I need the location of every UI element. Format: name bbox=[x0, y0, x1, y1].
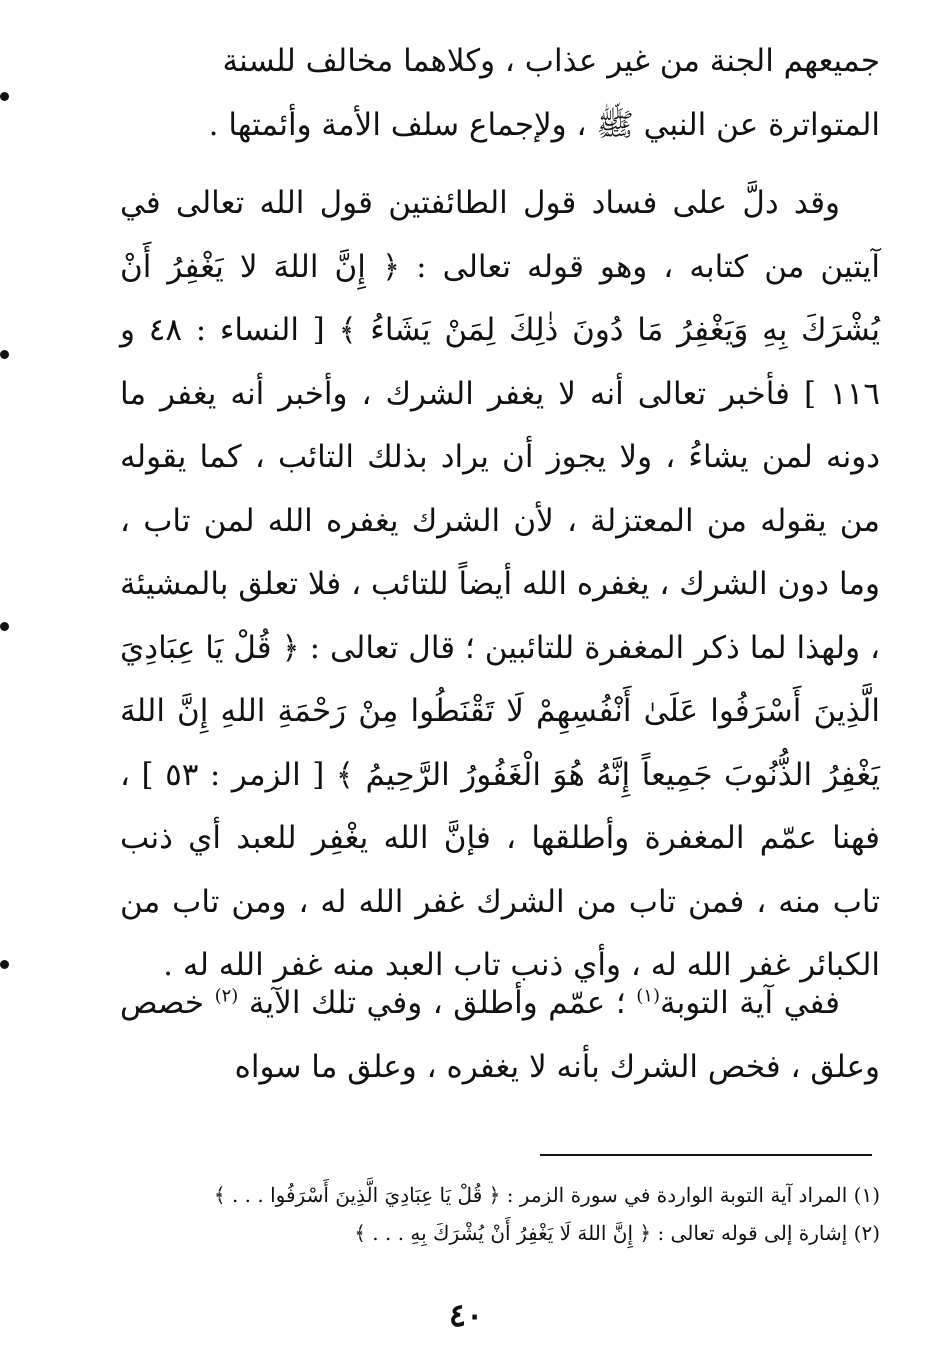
closing-paragraph bbox=[120, 972, 880, 1099]
footnote-ref-2: (٢) bbox=[214, 985, 239, 1007]
page-number: ٤٠ bbox=[448, 1296, 484, 1334]
intro-line-2: المتواترة عن النبي ﷺ ، ولإجماع سلف الأمة وأئمتها . bbox=[208, 106, 880, 143]
footnote-ref-1: (١) bbox=[636, 985, 660, 1007]
intro-block bbox=[120, 30, 880, 157]
footnote-divider bbox=[540, 1154, 872, 1156]
footnote-1: (١) المراد آية التوبة الواردة في سورة الزمر : ﴿ قُلْ يَا عِبَادِيَ الَّذِينَ أَسْرَفُوا . . . ﴾ bbox=[213, 1183, 880, 1207]
margin-mark bbox=[0, 92, 9, 101]
margin-mark bbox=[0, 350, 9, 359]
closing-paragraph-start: ففي آية التوبة bbox=[660, 985, 840, 1021]
closing-paragraph-end: خصص وعلق ، فخص الشرك بأنه لا يغفره ، وعلق ما سواه bbox=[120, 985, 880, 1085]
margin-mark bbox=[0, 960, 9, 969]
closing-paragraph-middle: ؛ عمّم وأطلق ، وفي تلك الآية bbox=[238, 985, 637, 1021]
main-paragraph-block bbox=[120, 172, 880, 998]
margin-mark bbox=[0, 622, 9, 631]
closing-paragraph-block bbox=[120, 972, 880, 1099]
main-paragraph: وقد دلَّ على فساد قول الطائفتين قول الله تعالى في آيتين من كتابه ، وهو قوله تعالى : ﴿ إِنَّ اللهَ لا يَغْفِرُ أَنْ يُشْرَكَ بِهِ وَيَغْفِرُ مَا دُونَ ذٰلِكَ لِمَنْ يَشَاءُ ﴾ [ النساء : ٤٨ و ١١٦ ] فأخبر تعالى أنه لا يغفر الشرك ، وأخبر أنه يغفر ما دونه لمن يشاءُ ، ولا يجوز أن يراد بذلك التائب ، كما يقوله من يقوله من المعتزلة ، لأن الشرك يغفره الله لمن تاب ، وما دون الشرك ، يغفره الله أيضاً للتائب ، فلا تعلق بالمشيئة ، ولهذا لما ذكر المغفرة للتائبين ؛ قال تعالى : ﴿ قُلْ يَا عِبَادِيَ الَّذِينَ أَسْرَفُوا عَلَىٰ أَنْفُسِهِمْ لَا تَقْنَطُوا مِنْ رَحْمَةِ اللهِ إِنَّ اللهَ يَغْفِرُ الذُّنُوبَ جَمِيعاً إِنَّهُ هُوَ الْغَفُورُ الرَّحِيمُ ﴾ [ الزمر : ٥٣ ] ، فهنا عمّم المغفرة وأطلقها ، فإنَّ الله يغْفِر للعبد أي ذنب تاب منه ، فمن تاب من الشرك غفر الله له ، ومن تاب من الكبائر غفر الله له ، وأي ذنب تاب العبد منه غفر الله له . bbox=[120, 185, 880, 983]
footnote-2: (٢) إشارة إلى قوله تعالى : ﴿ إِنَّ اللهَ لَا يَغْفِرُ أَنْ يُشْرَكَ بِهِ . . . ﴾ bbox=[354, 1221, 880, 1245]
footnotes bbox=[120, 1176, 880, 1252]
intro-line-1: جميعهم الجنة من غير عذاب ، وكلاهما مخالف للسنة bbox=[222, 43, 880, 79]
